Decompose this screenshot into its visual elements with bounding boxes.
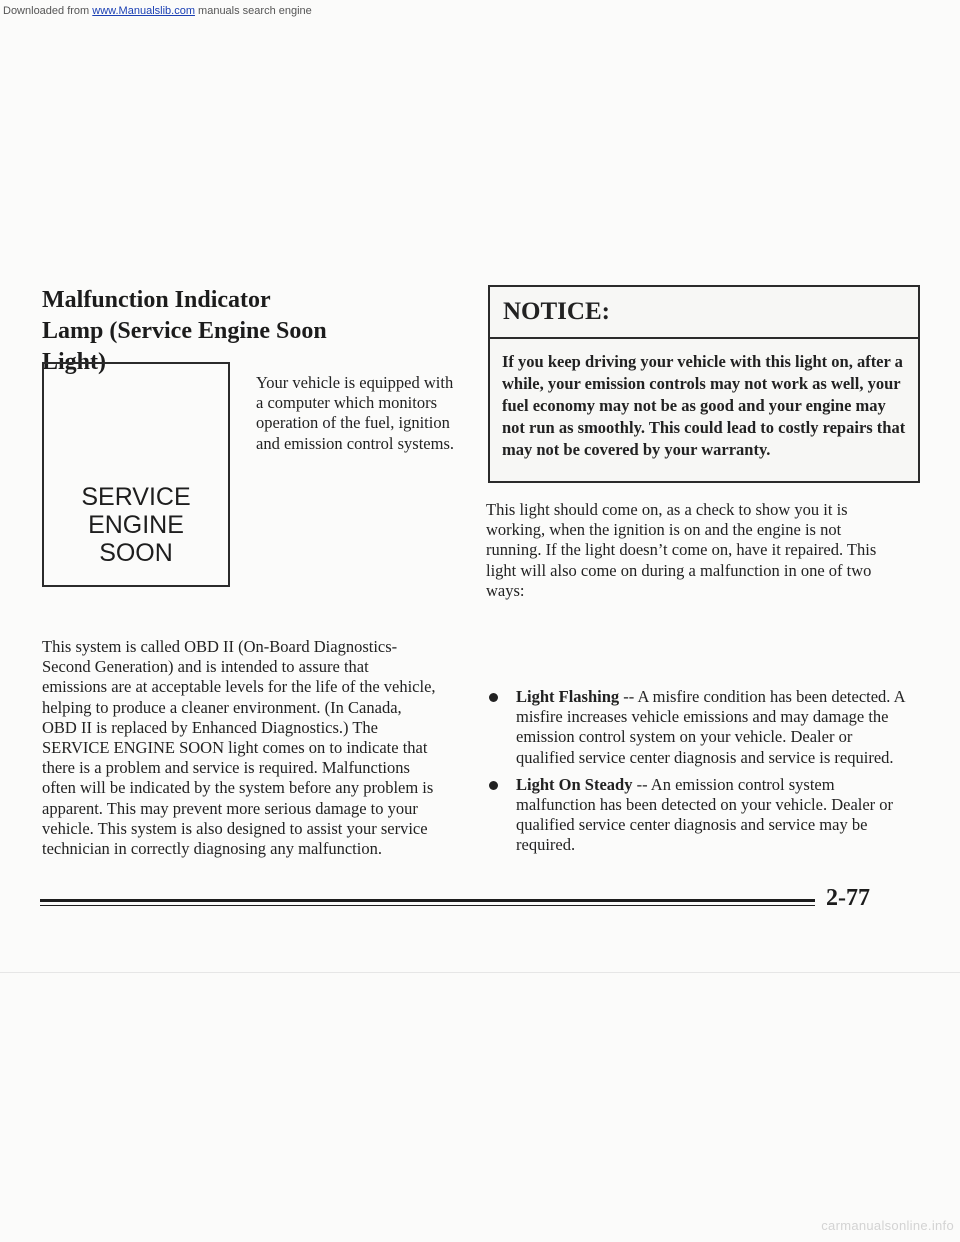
intro-paragraph: Your vehicle is equipped with a computer which monitors operation of the fuel, ignition and emission control systems. xyxy=(256,373,454,453)
watermark-suffix: manuals search engine xyxy=(194,5,312,17)
bullet-icon xyxy=(489,693,498,702)
page-edge-divider xyxy=(0,972,960,973)
lamp-label-line: SOON xyxy=(99,539,173,567)
notice-heading: NOTICE: xyxy=(490,287,918,339)
light-check-paragraph: This light should come on, as a check to show you it is working, when the ignition is on and the engine is not running. If the light doesn’t come on, have it repaired. This light will also come on during a malfunction in one of two ways: xyxy=(486,500,877,600)
footer-rule-thin xyxy=(40,905,815,906)
page-number: 2-77 xyxy=(826,885,870,911)
lamp-label xyxy=(44,483,228,567)
obd-paragraph: This system is called OBD II (On-Board Diagnostics-Second Generation) and is intended to assure that emissions are at acceptable levels for the life of the vehicle, helping to produce a cleaner environment. (In Canada, OBD II is replaced by Enhanced Diagnostics.) The SERVICE ENGINE SOON light comes on to indicate that there is a problem and service is required. Malfunctions often will be indicated by the system before any problem is apparent. This may prevent more serious damage to your vehicle. This system is also designed to assist your service technician in correctly diagnosing any malfunction. xyxy=(42,637,436,859)
manualslib-link[interactable]: www.Manualslib.com xyxy=(92,5,195,17)
lamp-label-line: ENGINE xyxy=(88,511,184,539)
list-item xyxy=(486,775,906,856)
bullet-text: -- An emission control system malfunction has been detected on your vehicle. Dealer or qualified service center diagnosis and service may be required. xyxy=(516,774,894,855)
malfunction-modes-list xyxy=(486,687,906,863)
notice-box xyxy=(488,285,920,483)
footer-rule xyxy=(40,899,815,902)
bullet-icon xyxy=(489,781,498,790)
bullet-term: Light On Steady xyxy=(516,774,633,794)
download-watermark xyxy=(3,5,312,17)
watermark-prefix: Downloaded from xyxy=(3,5,93,17)
lamp-label-line: SERVICE xyxy=(81,483,191,511)
service-engine-soon-lamp-icon xyxy=(42,362,230,587)
section-title: Malfunction Indicator Lamp (Service Engine Soon Light) xyxy=(42,287,327,375)
list-item xyxy=(486,687,906,768)
notice-body: If you keep driving your vehicle with this light on, after a while, your emission controls may not work as well, your fuel economy may not be as good and your engine may not run as smoothly. This could lead to costly repairs that may not be covered by your warranty. xyxy=(502,352,906,459)
bullet-text: -- A misfire condition has been detected. A misfire increases vehicle emissions and may damage the emission control system on your vehicle. Dealer or qualified service center diagnosis and service is required. xyxy=(516,687,905,767)
bullet-term: Light Flashing xyxy=(516,687,620,706)
site-watermark: carmanualsonline.info xyxy=(821,1218,954,1233)
